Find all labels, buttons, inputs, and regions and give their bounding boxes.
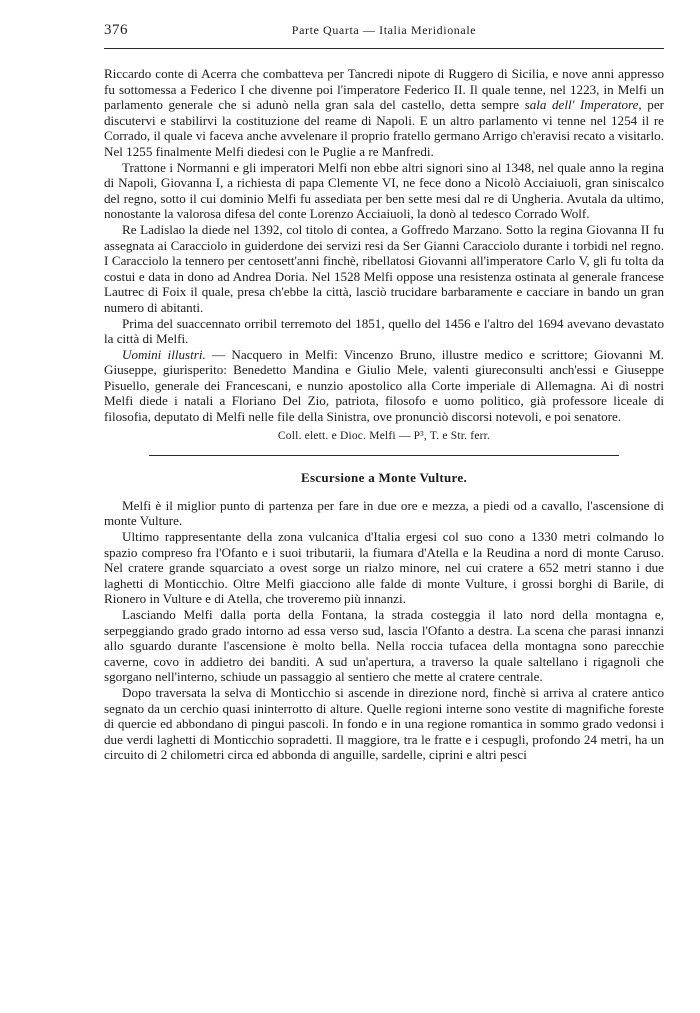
paragraph-text: , per discutervi e stabilirvi la costituzione del reame di Napoli. E un altro parlamento vi tenne nel 1254 il re Corrado, il quale vi faceva anche avvelenare il proprio fratello germano Arrigo ch'eravisi recato a visitarlo. Nel 1255 finalmente Melfi diedesi con le Puglie a re Manfredi. [104,97,664,159]
paragraph-volcano: Ultimo rappresentante della zona vulcanica d'Italia ergesi col suo cono a 1330 metri colmando lo spazio compreso fra l'Ofanto e i suoi tributarii, la fiumara d'Atella e la Reudina a nord di monte Caruso. Nel cratere grande squarciato a ovest sorge un rialzo minore, nel cui cratere a 652 metri stanno i due laghetti di Monticchio. Oltre Melfi giacciono alle falde di monte Vulture, i grossi borghi di Barile, di Rionero in Vulture e di Atella, che troveremo più innanzi. [104,529,664,607]
paragraph-lakes: Dopo traversata la selva di Monticchio si ascende in direzione nord, finchè si arriva al cratere antico segnato da un cerchio quasi ininterrotto di alture. Quelle regioni interne sono vestite di magnifiche foreste di quercie ed abbondano di pingui pascoli. In fondo e in una regione romantica in sommo grado vedonsi i due verdi laghetti di Monticchio sopradetti. Il maggiore, tra le fratte e i cespugli, profondo 24 metri, ha un circuito di 2 chilometri circa ed abbonda di anguille, sardelle, ciprini e altri pesci [104,684,664,763]
paragraph-route: Lasciando Melfi dalla porta della Fontana, la strada costeggia il lato nord della montagna e, serpeggiando grado grado intorno ad essa verso sud, lascia l'Ofanto a destra. La scena che parasi innanzi allo sguardo durante l'ascensione è molto bella. Nella roccia tufacea della montagna sono parecchie caverne, covo in addietro dei banditi. A sud un'apertura, a traverso la quale saltellano i rigagnoli che sgorgano nell'interno, schiude un passaggio al sentiero che mette al cratere centrale. [104,607,664,685]
section-label: Uomini illustri. [122,346,206,362]
header-rule [104,48,664,49]
paragraph-text: — Nacquero in Melfi: Vincenzo Bruno, illustre medico e scrittore; Giovanni M. Giuseppe, giurisperito: Benedetto Mandina e Giulio Mele, valenti giureconsulti anch'essi e Giuseppe Pisuello, generale dei Francescani, e nunzio apostolico alla Corte imperiale di Allemagna. Ai dì nostri Melfi diede i natali a Floriano Del Zio, patriota, filosofo e uomo politico, già professore liceale di filosofia, deputato di Melfi nelle file della Sinistra, ove pronunciò discorsi notevoli, e poi senatore. [104,346,664,425]
paragraph-illustrious-men [104,347,664,425]
italic-phrase: sala dell' Imperatore [524,97,639,113]
paragraph-history-frederick [104,66,664,160]
paragraph-ladislao: Re Ladislao la diede nel 1392, col titolo di contea, a Goffredo Marzano. Sotto la regina Giovanna II fu assegnata ai Caracciolo in guiderdone dei servizi resi da Ser Gianni Caracciolo durante i torbidi nel regno. I Caracciolo la tennero per centosett'anni finchè, ribellatosi Giovanni all'imperatore Carlo V, gli fu tolta da costui e data in dono ad Andrea Doria. Nel 1528 Melfi oppose una resistenza ostinata al generale francese Lautrec di Foix il quale, presa ch'ebbe la città, lasciò trucidare barbaramente e cacciare in bando un gran numero di abitanti. [104,221,664,315]
body-text [104,66,664,763]
page-number: 376 [104,22,128,38]
section-heading: Escursione a Monte Vulture. [300,470,468,486]
paragraph-normans: Trattone i Normanni e gli imperatori Melfi non ebbe altri signori sino al 1348, nel quale anno la regina di Napoli, Giovanna I, a richiesta di papa Clemente VI, ne fece dono a Nicolò Acciaiuoli, gran siniscalco del regno, sotto il cui dominio Melfi fu assediata per ben sette mesi dal re di Ungheria. Avutala da ultimo, nonostante la valorosa difesa del conte Lorenzo Acciaiuoli, la donò al tedesco Corrado Wolf. [104,159,664,222]
section-rule [149,455,619,456]
route-info: Coll. elett. e Dioc. Melfi — P³, T. e Str. ferr. [277,429,491,442]
paragraph-starting-point: Melfi è il miglior punto di partenza per fare in due ore e mezza, a piedi od a cavallo, l'ascensione di monte Vulture. [104,497,664,529]
running-title: Parte Quarta — Italia Meridionale [291,23,477,37]
paragraph-earthquakes: Prima del suaccennato orribil terremoto del 1851, quello del 1456 e l'altro del 1694 avevano devastato la città di Melfi. [104,315,664,347]
running-head [104,22,664,42]
paragraph-text: Riccardo conte di Acerra che combatteva per Tancredi nipote di Ruggero di Sicilia, e nove anni appresso fu sottomessa a Federico I che divenne poi l'imperatore Federico II. Il quale tenne, nel 1223, in Melfi un parlamento generale che si adunò nella gran sala del castello, detta sempre [104,66,664,113]
